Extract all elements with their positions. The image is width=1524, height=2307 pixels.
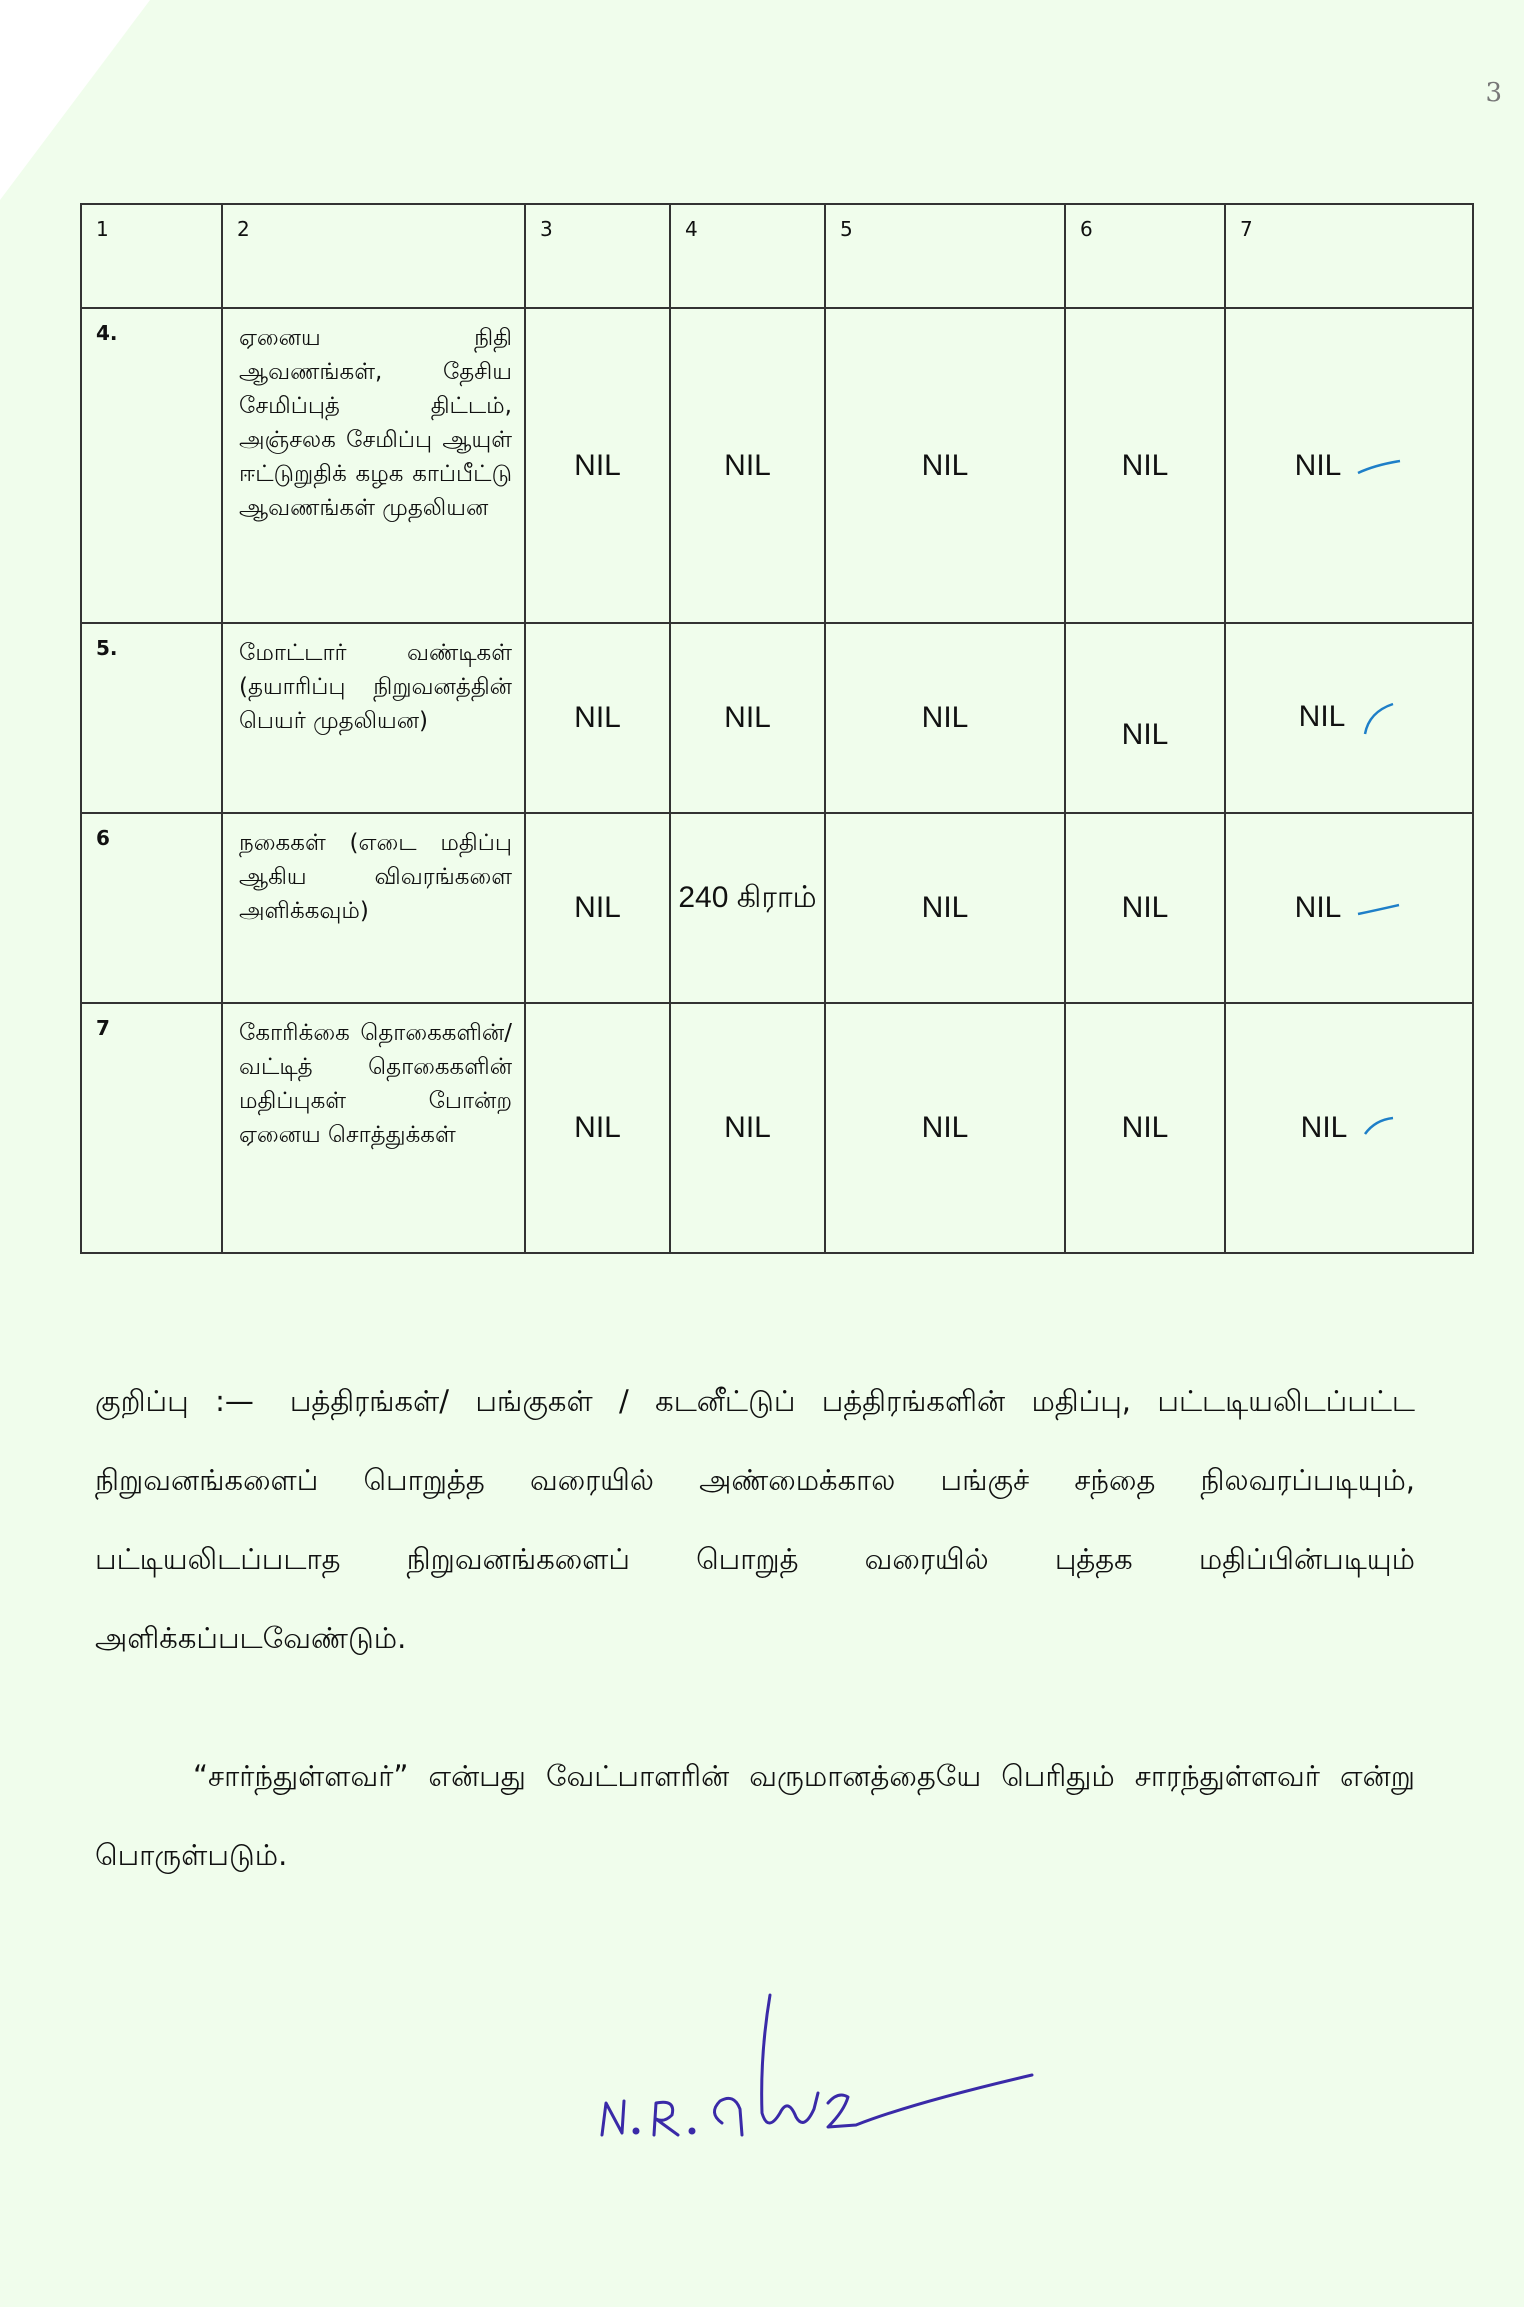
note-text: பத்திரங்கள்/ பங்குகள் / கடனீட்டுப் பத்திரங்களின் மதிப்பு, பட்டடியலிடப்பட்ட நிறுவனங்களைப் பொறுத்த வரையில் அண்மைக்கால பங்குச் சந்தை நிலவரப்படியும், பட்டியலிடப்படாத நிறுவனங்களைப் பொறுத் வரையில் புத்தக மதிப்பின்படியும் அளிக்கப்படவேண்டும். <box>95 1384 1415 1655</box>
value-cell: NIL <box>1065 1003 1225 1253</box>
value-cell: NIL <box>525 1003 670 1253</box>
value-cell: NIL <box>670 1003 825 1253</box>
asset-description: மோட்டார் வண்டிகள் (தயாரிப்பு நிறுவனத்தின் பெயர் முதலியன) <box>222 623 525 813</box>
table-row <box>81 813 1473 1003</box>
table-row <box>81 1003 1473 1253</box>
column-header: 3 <box>525 204 670 308</box>
column-header: 7 <box>1225 204 1473 308</box>
value-cell: NIL <box>825 623 1065 813</box>
value-cell: NIL <box>1065 813 1225 1003</box>
checkmark-icon <box>1355 457 1403 477</box>
value-cell: NIL <box>1065 623 1225 813</box>
value-cell: 240 கிராம் <box>670 813 825 1003</box>
note-label: குறிப்பு :— <box>95 1384 254 1418</box>
column-header: 1 <box>81 204 222 308</box>
signature-image <box>592 1985 1052 2145</box>
row-number: 6 <box>81 813 222 1003</box>
row-number: 7 <box>81 1003 222 1253</box>
value-cell: NIL <box>825 1003 1065 1253</box>
value-text: NIL <box>1298 699 1346 733</box>
value-cell <box>1225 623 1473 813</box>
table-row <box>81 308 1473 623</box>
asset-description: நகைகள் (எடை மதிப்பு ஆகிய விவரங்களை அளிக்கவும்) <box>222 813 525 1003</box>
note-paragraph <box>95 1362 1415 1678</box>
asset-description: ஏனைய நிதி ஆவணங்கள், தேசிய சேமிப்புத் திட்டம், அஞ்சலக சேமிப்பு ஆயுள் ஈட்டுறுதிக் கழக காப்பீட்டு ஆவணங்கள் முதலியன <box>222 308 525 623</box>
row-number: 4. <box>81 308 222 623</box>
value-text: NIL <box>1300 1111 1348 1144</box>
value-cell: NIL <box>670 308 825 623</box>
asset-description: கோரிக்கை தொகைகளின்/ வட்டித் தொகைகளின் மதிப்புகள் போன்ற ஏனைய சொத்துக்கள் <box>222 1003 525 1253</box>
value-cell: NIL <box>825 813 1065 1003</box>
table-row <box>81 623 1473 813</box>
checkmark-icon <box>1361 1114 1397 1144</box>
value-text: NIL <box>1294 448 1342 482</box>
value-cell: NIL <box>525 623 670 813</box>
checkmark-icon <box>1359 698 1399 738</box>
asset-declaration-table <box>80 203 1474 1254</box>
value-cell: NIL <box>670 623 825 813</box>
checkmark-icon <box>1355 900 1403 918</box>
page-number: 3 <box>1485 78 1502 108</box>
value-cell <box>1225 813 1473 1003</box>
column-number-row <box>81 204 1473 308</box>
row-number: 5. <box>81 623 222 813</box>
value-cell: NIL <box>525 813 670 1003</box>
column-header: 5 <box>825 204 1065 308</box>
value-text: NIL <box>1294 891 1342 924</box>
value-cell <box>1225 308 1473 623</box>
column-header: 2 <box>222 204 525 308</box>
column-header: 6 <box>1065 204 1225 308</box>
dependent-definition: “சார்ந்துள்ளவர்” என்பது வேட்பாளரின் வருமானத்தையே பெரிதும் சாரந்துள்ளவர் என்று பொருள்படும். <box>95 1759 1415 1872</box>
folded-page-corner <box>0 0 150 200</box>
value-cell: NIL <box>1065 308 1225 623</box>
column-header: 4 <box>670 204 825 308</box>
value-cell: NIL <box>525 308 670 623</box>
value-cell <box>1225 1003 1473 1253</box>
value-cell: NIL <box>825 308 1065 623</box>
